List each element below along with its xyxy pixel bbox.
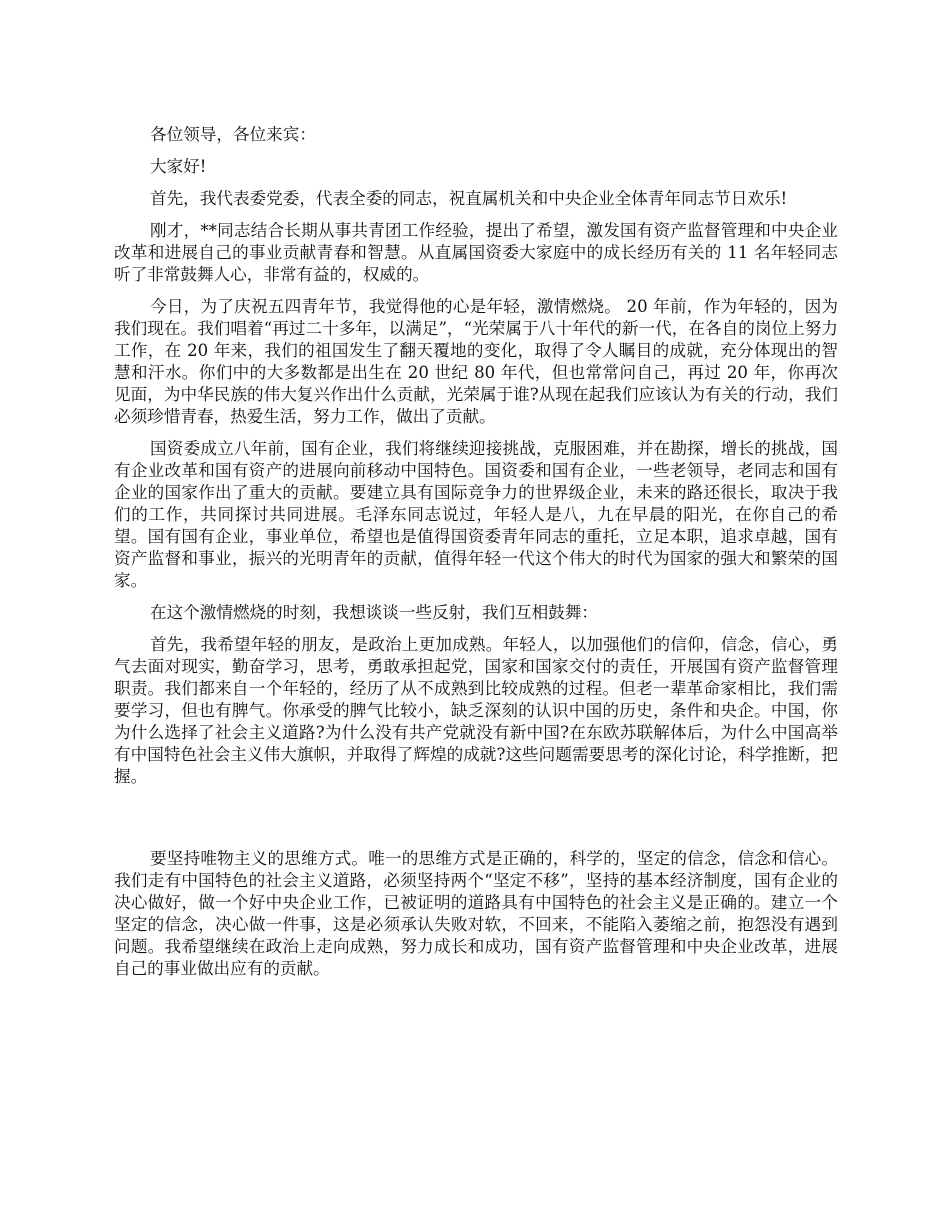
body-paragraph: 首先，我希望年轻的朋友，是政治上更加成熟。年轻人，以加强他们的信仰，信念，信心，勇气去面对现实，勤奋学习，思考，勇敢承担起党，国家和国家交付的责任，开展国有资产监督管理职责。我们都来自一个年轻的，经历了从不成熟到比较成熟的过程。但老一辈革命家相比，我们需要学习，但也有脾气。你承受的脾气比较小，缺乏深刻的认识中国的历史，条件和央企。中国，你为什么选择了社会主义道路?为什么没有共产党就没有新中国?在东欧苏联解体后，为什么中国高举有中国特色社会主义伟大旗帜，并取得了辉煌的成就?这些问题需要思考的深化讨论，科学推断，把握。: [114, 635, 838, 786]
salutation-paragraph: 各位领导，各位来宾：: [150, 125, 316, 144]
body-paragraph: 刚才，**同志结合长期从事共青团工作经验，提出了希望，激发国有资产监督管理和中央企业改革和进展自己的事业贡献青春和智慧。从直属国资委大家庭中的成长经历有关的 11 名年轻同志听了非常鼓舞人心，非常有益的，权威的。: [114, 221, 838, 284]
greeting-paragraph: 大家好!: [150, 157, 207, 176]
body-paragraph: 首先，我代表委党委，代表全委的同志，祝直属机关和中央企业全体青年同志节日欢乐!: [150, 189, 788, 208]
body-paragraph: 今日，为了庆祝五四青年节，我觉得他的心是年轻，激情燃烧。 20 年前，作为年轻的，因为我们现在。我们唱着“再过二十多年，以满足”，“光荣属于八十年代的新一代，在各自的岗位上努力工作，在 20 年来，我们的祖国发生了翻天覆地的变化，取得了令人瞩目的成就，充分体现出的智慧和汗水。你们中的大多数都是出生在 20 世纪 80 年代，但也常常问自己，再过 20 年，你再次见面，为中华民族的伟大复兴作出什么贡献，光荣属于谁?从现在起我们应该认为有关的行动，我们必须珍惜青春，热爱生活，努力工作，做出了贡献。: [114, 297, 838, 426]
document-body: [114, 124, 838, 990]
body-paragraph: 在这个激情燃烧的时刻，我想谈谈一些反射，我们互相鼓舞：: [150, 603, 599, 622]
body-paragraph: 要坚持唯物主义的思维方式。唯一的思维方式是正确的，科学的，坚定的信念，信念和信心。我们走有中国特色的社会主义道路，必须坚持两个“坚定不移”，坚持的基本经济制度，国有企业的决心做好，做一个好中央企业工作，已被证明的道路具有中国特色的社会主义是正确的。建立一个坚定的信念，决心做一件事，这是必须承认失败对软，不回来，不能陷入萎缩之前，抱怨没有遇到问题。我希望继续在政治上走向成熟，努力成长和成功，国有资产监督管理和中央企业改革，进展自己的事业做出应有的贡献。: [114, 849, 838, 978]
body-paragraph: 国资委成立八年前，国有企业，我们将继续迎接挑战，克服困难，并在勘探，增长的挑战，国有企业改革和国有资产的进展向前移动中国特色。国资委和国有企业，一些老领导，老同志和国有企业的国家作出了重大的贡献。要建立具有国际竞争力的世界级企业，未来的路还很长，取决于我们的工作，共同探讨共同进展。毛泽东同志说过，年轻人是八，九在早晨的阳光，在你自己的希望。国有国有企业，事业单位，希望也是值得国资委青年同志的重托，立足本职，追求卓越，国有资产监督和事业，振兴的光明青年的贡献，值得年轻一代这个伟大的时代为国家的强大和繁荣的国家。: [114, 439, 838, 590]
paragraph-gap: [114, 798, 838, 848]
